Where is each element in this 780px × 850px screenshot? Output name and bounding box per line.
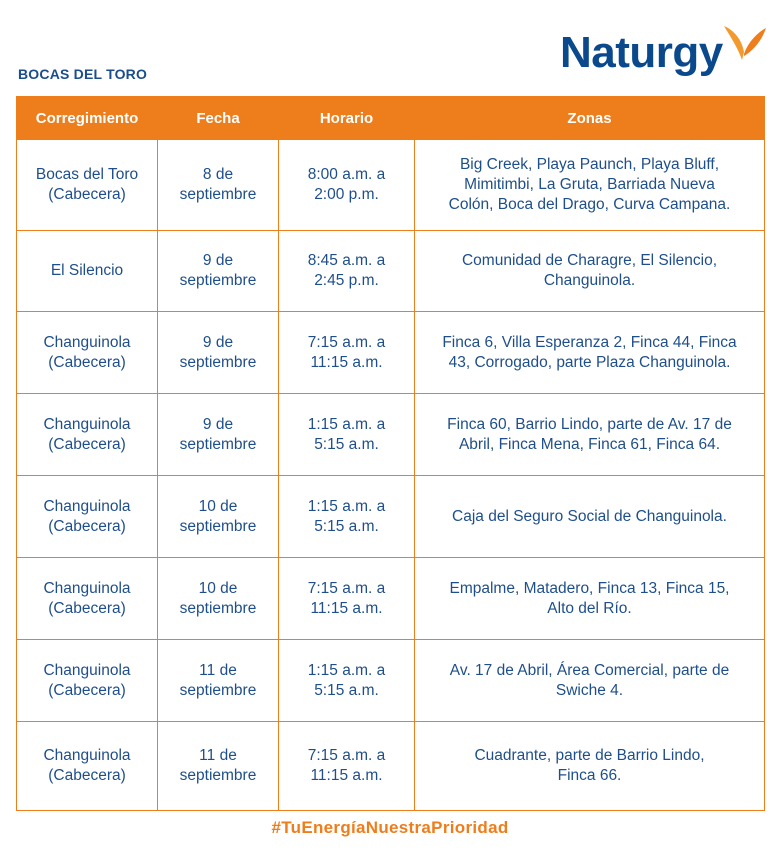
cell-line: Abril, Finca Mena, Finca 61, Finca 64.	[458, 435, 721, 453]
column-header-zonas: Zonas	[415, 97, 765, 140]
table-header-row	[17, 97, 765, 140]
cell-fecha	[158, 640, 279, 722]
cell-line: 7:15 a.m. a	[307, 747, 386, 764]
cell-line: septiembre	[179, 599, 257, 617]
cell-line: 2:00 p.m.	[314, 186, 379, 203]
cell-corregimiento	[17, 140, 158, 231]
cell-line: (Cabecera)	[48, 186, 126, 203]
cell-line: 2:45 p.m.	[314, 272, 379, 289]
table-row	[17, 394, 765, 476]
cell-line: septiembre	[179, 681, 257, 699]
table-row	[17, 231, 765, 312]
cell-line: Changuinola	[43, 579, 131, 597]
region-title: BOCAS DEL TORO	[18, 66, 148, 82]
cell-line: Cuadrante, parte de Barrio Lindo,	[474, 747, 705, 764]
cell-line: 1:15 a.m. a	[307, 415, 386, 433]
cell-line: septiembre	[179, 767, 257, 784]
naturgy-logo	[560, 22, 770, 82]
cell-line: Finca 66.	[557, 767, 622, 784]
cell-line: 1:15 a.m. a	[307, 497, 386, 515]
cell-line: (Cabecera)	[48, 599, 126, 617]
cell-line: (Cabecera)	[48, 767, 126, 784]
butterfly-logo-icon	[722, 22, 768, 62]
cell-line: 5:15 a.m.	[314, 517, 379, 535]
cell-corregimiento	[17, 394, 158, 476]
cell-line: Changuinola	[43, 333, 131, 351]
cell-fecha	[158, 476, 279, 558]
column-header-horario: Horario	[279, 97, 415, 140]
column-header-corregimiento: Corregimiento	[17, 97, 158, 140]
cell-line: Alto del Río.	[547, 599, 632, 617]
cell-line: Changuinola	[43, 661, 131, 679]
cell-line: Swiche 4.	[555, 681, 624, 699]
footer-hashtag: #TuEnergíaNuestraPrioridad	[271, 818, 509, 837]
cell-line: 1:15 a.m. a	[307, 661, 386, 679]
column-header-fecha: Fecha	[158, 97, 279, 140]
cell-line: 43, Corrogado, parte Plaza Changuinola.	[448, 353, 731, 371]
cell-line: Av. 17 de Abril, Área Comercial, parte de	[449, 661, 730, 679]
cell-line: 11 de	[199, 747, 237, 764]
cell-horario	[279, 231, 415, 312]
cell-line: 11:15 a.m.	[310, 599, 383, 617]
cell-horario	[279, 722, 415, 811]
cell-line: (Cabecera)	[48, 435, 126, 453]
cell-horario	[279, 394, 415, 476]
cell-line: septiembre	[179, 272, 257, 289]
cell-line: Bocas del Toro	[35, 166, 139, 183]
cell-corregimiento	[17, 312, 158, 394]
cell-line: Changuinola.	[543, 272, 636, 289]
cell-line: Empalme, Matadero, Finca 13, Finca 15,	[449, 579, 730, 597]
cell-zonas	[415, 640, 765, 722]
table-row	[17, 722, 765, 811]
cell-zonas	[415, 231, 765, 312]
cell-fecha	[158, 722, 279, 811]
cell-line: Finca 6, Villa Esperanza 2, Finca 44, Finca	[442, 333, 737, 351]
cell-corregimiento	[17, 231, 158, 312]
cell-line: 11:15 a.m.	[310, 353, 383, 371]
cell-horario	[279, 640, 415, 722]
cell-fecha	[158, 140, 279, 231]
cell-line: Finca 60, Barrio Lindo, parte de Av. 17 de	[447, 415, 732, 433]
cell-line: 11:15 a.m.	[310, 767, 383, 784]
cell-line: 8:45 a.m. a	[307, 252, 386, 269]
cell-fecha	[158, 312, 279, 394]
cell-line: Changuinola	[43, 747, 131, 764]
cell-line: 7:15 a.m. a	[307, 579, 386, 597]
cell-line: 5:15 a.m.	[314, 435, 379, 453]
cell-line: Changuinola	[43, 497, 131, 515]
cell-line: 10 de	[198, 579, 238, 597]
cell-corregimiento	[17, 722, 158, 811]
cell-line: 11 de	[199, 661, 237, 679]
table-row	[17, 140, 765, 231]
cell-line: Comunidad de Charagre, El Silencio,	[461, 252, 718, 269]
cell-line: 10 de	[198, 497, 238, 515]
cell-line: Changuinola	[43, 415, 131, 433]
cell-line: (Cabecera)	[48, 353, 126, 371]
table-row	[17, 476, 765, 558]
cell-line: septiembre	[179, 435, 257, 453]
cell-fecha	[158, 394, 279, 476]
cell-zonas	[415, 394, 765, 476]
cell-line: Mimitimbi, La Gruta, Barriada Nueva	[464, 176, 715, 193]
cell-line: 8 de	[202, 166, 234, 183]
cell-line: 9 de	[202, 252, 234, 269]
cell-zonas	[415, 312, 765, 394]
cell-zonas	[415, 140, 765, 231]
cell-line: 9 de	[202, 415, 234, 433]
cell-horario	[279, 476, 415, 558]
cell-line: 7:15 a.m. a	[307, 333, 386, 351]
table-row	[17, 640, 765, 722]
cell-line: El Silencio	[50, 262, 124, 279]
cell-fecha	[158, 231, 279, 312]
cell-horario	[279, 312, 415, 394]
cell-line: (Cabecera)	[48, 517, 126, 535]
cell-line: Big Creek, Playa Paunch, Playa Bluff,	[459, 156, 720, 173]
cell-line: septiembre	[179, 517, 257, 535]
cell-zonas	[415, 558, 765, 640]
cell-fecha	[158, 558, 279, 640]
table-row	[17, 312, 765, 394]
brand-name: Naturgy	[560, 28, 723, 77]
cell-line: Caja del Seguro Social de Changuinola.	[452, 507, 727, 525]
cell-line: Colón, Boca del Drago, Curva Campana.	[448, 196, 731, 213]
cell-zonas	[415, 476, 765, 558]
cell-line: 5:15 a.m.	[314, 681, 379, 699]
cell-line: (Cabecera)	[48, 681, 126, 699]
cell-zonas	[415, 722, 765, 811]
cell-corregimiento	[17, 640, 158, 722]
cell-line: 8:00 a.m. a	[307, 166, 386, 183]
cell-corregimiento	[17, 558, 158, 640]
cell-line: 9 de	[202, 333, 234, 351]
cell-corregimiento	[17, 476, 158, 558]
cell-line: septiembre	[179, 353, 257, 371]
cell-line: septiembre	[179, 186, 257, 203]
table-row	[17, 558, 765, 640]
outage-schedule-table	[16, 96, 765, 811]
cell-horario	[279, 140, 415, 231]
cell-horario	[279, 558, 415, 640]
